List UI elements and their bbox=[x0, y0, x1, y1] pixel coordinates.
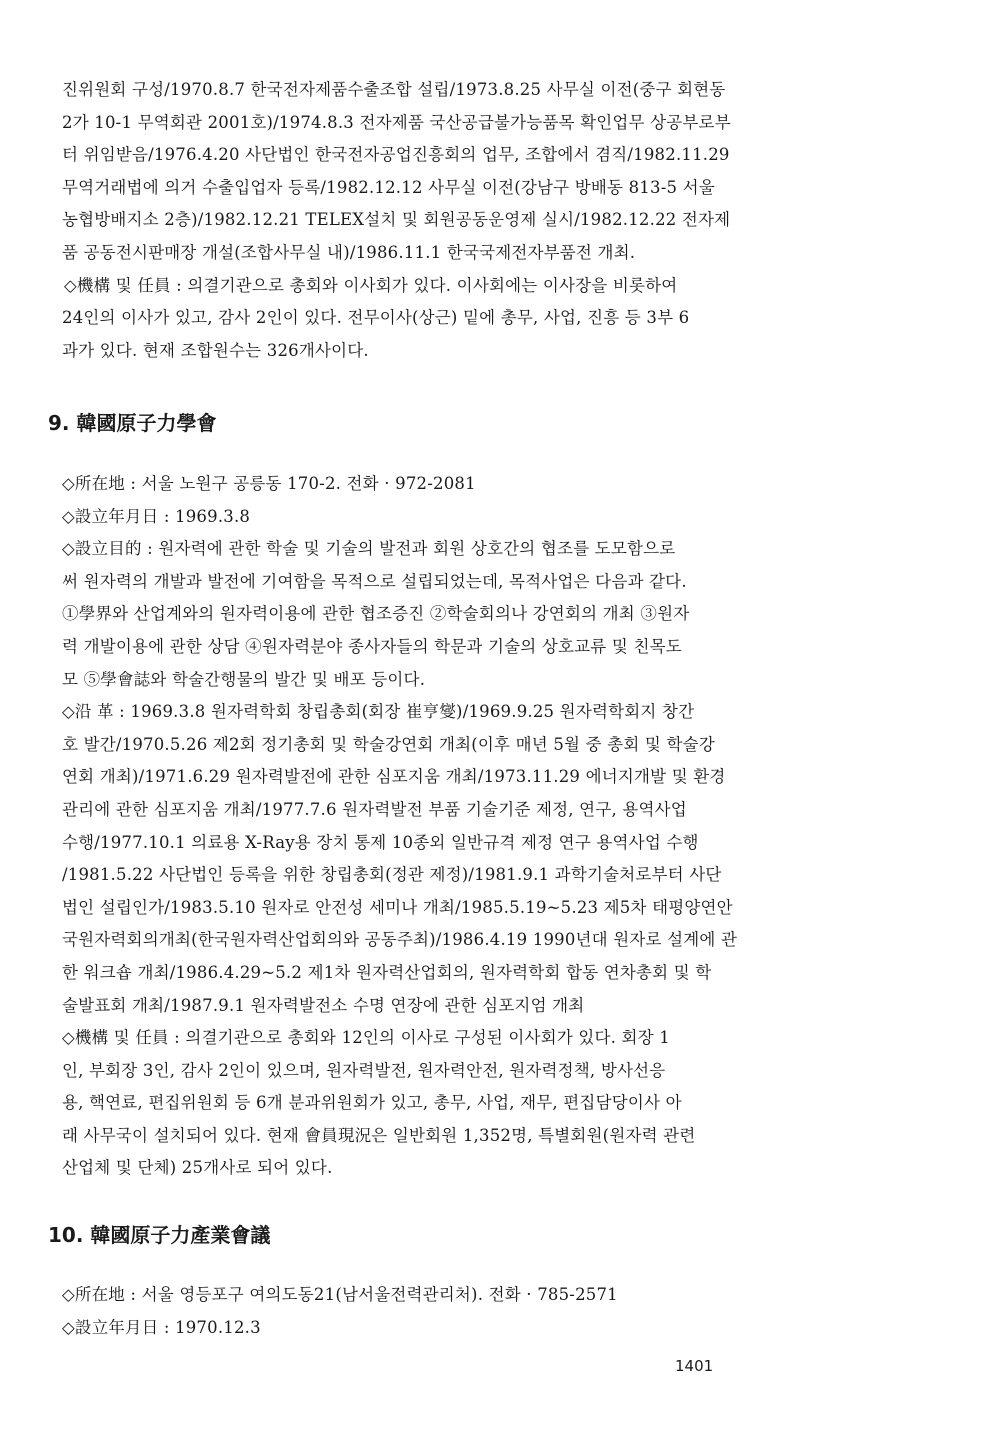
text-line: 2가 10-1 무역회관 2001호)/1974.8.3 전자제품 국산공급불가능품목 확인업무 상공부로부 bbox=[62, 112, 731, 132]
text-line: ①學界와 산업계와의 원자력이용에 관한 협조증진 ②학술회의나 강연회의 개최 ③원자 bbox=[62, 604, 690, 624]
text-line: 법인 설립인가/1983.5.10 원자로 안전성 세미나 개최/1985.5.19~5.23 제5차 태평양연안 bbox=[62, 897, 733, 917]
text-line: ◇設立目的 : 원자력에 관한 학술 및 기술의 발전과 회원 상호간의 협조를 도모함으로 bbox=[62, 539, 676, 559]
text-line: ◇設立年月日 : 1969.3.8 bbox=[62, 506, 251, 526]
text-line: ◇機構 및 任員 : 의결기관으로 총회와 이사회가 있다. 이사회에는 이사장을 비롯하여 bbox=[64, 275, 678, 295]
text-line: ◇機構 및 任員 : 의결기관으로 총회와 12인의 이사로 구성된 이사회가 있다. 회장 1 bbox=[62, 1028, 670, 1048]
text-line: 과가 있다. 현재 조합원수는 326개사이다. bbox=[62, 340, 369, 360]
text-line: 진위원회 구성/1970.8.7 한국전자제품수출조합 설립/1973.8.25 사무실 이전(중구 회현동 bbox=[62, 80, 726, 99]
text-line: 써 원자력의 개발과 발전에 기여함을 목적으로 설립되었는데, 목적사업은 다음과 같다. bbox=[62, 571, 687, 591]
section8-continuation bbox=[62, 74, 922, 367]
text-line: 력 개발이용에 관한 상담 ④원자력분야 종사자들의 학문과 기술의 상호교류 및 친목도 bbox=[62, 636, 682, 656]
section10-heading: 10. 韓國原子力產業會議 bbox=[48, 1223, 271, 1247]
text-line: /1981.5.22 사단법인 등록을 위한 창립총회(정관 제정)/1981.9.1 과학기술처로부터 사단 bbox=[62, 865, 722, 885]
text-line: ◇設立年月日 : 1970.12.3 bbox=[62, 1317, 261, 1337]
section9-body bbox=[62, 468, 922, 1185]
text-line: 터 위임받음/1976.4.20 사단법인 한국전자공업진흥회의 업무, 조합에서 겸직/1982.11.29 bbox=[62, 145, 730, 165]
page-number: 1401 bbox=[675, 1357, 714, 1375]
text-line: 래 사무국이 설치되어 있다. 현재 會員現況은 일반회원 1,352명, 특별회원(원자력 관련 bbox=[62, 1125, 696, 1145]
text-line: 품 공동전시판매장 개설(조합사무실 내)/1986.11.1 한국국제전자부품전 개최. bbox=[62, 242, 636, 262]
text-line: ◇沿 革 : 1969.3.8 원자력학회 창립총회(회장 崔亨燮)/1969.9.25 원자력학회지 창간 bbox=[62, 702, 695, 722]
text-line: 24인의 이사가 있고, 감사 2인이 있다. 전무이사(상근) 밑에 총무, 사업, 진흥 등 3부 6 bbox=[62, 308, 690, 328]
text-line: 관리에 관한 심포지움 개최/1977.7.6 원자력발전 부품 기술기준 제정, 연구, 용역사업 bbox=[62, 799, 687, 819]
section9-heading: 9. 韓國原子力學會 bbox=[48, 411, 217, 435]
text-line: 연회 개최)/1971.6.29 원자력발전에 관한 심포지움 개최/1973.11.29 에너지개발 및 환경 bbox=[62, 767, 726, 787]
text-line: 산업체 및 단체) 25개사로 되어 있다. bbox=[62, 1158, 333, 1178]
text-line: ◇所在地 : 서울 영등포구 여의도동21(남서울전력관리처). 전화 · 785-2571 bbox=[62, 1285, 618, 1304]
text-line: 술발표회 개최/1987.9.1 원자력발전소 수명 연장에 관한 심포지엄 개최 bbox=[62, 995, 585, 1015]
text-line: 호 발간/1970.5.26 제2회 정기총회 및 학술강연회 개최(이후 매년 5월 중 총회 및 학술강 bbox=[62, 734, 715, 754]
text-line: 수행/1977.10.1 의료용 X-Ray용 장치 통제 10종외 일반규격 제정 연구 용역사업 수행 bbox=[62, 832, 699, 852]
section10-body bbox=[62, 1279, 922, 1344]
text-line: ◇所在地 : 서울 노원구 공릉동 170-2. 전화 · 972-2081 bbox=[62, 474, 476, 493]
text-line: 용, 핵연료, 편집위원회 등 6개 분과위원회가 있고, 총무, 사업, 재무, 편집담당이사 아 bbox=[62, 1093, 682, 1113]
text-line: 한 워크숍 개최/1986.4.29~5.2 제1차 원자력산업회의, 원자력학회 합동 연차총회 및 학 bbox=[62, 962, 712, 982]
text-line: 모 ⑤學會誌와 학술간행물의 발간 및 배포 등이다. bbox=[62, 669, 426, 689]
text-line: 농협방배지소 2층)/1982.12.21 TELEX설치 및 회원공동운영제 실시/1982.12.22 전자제 bbox=[62, 210, 731, 230]
text-line: 무역거래법에 의거 수출입업자 등록/1982.12.12 사무실 이전(강남구 방배동 813-5 서울 bbox=[62, 177, 715, 197]
text-line: 인, 부회장 3인, 감사 2인이 있으며, 원자력발전, 원자력안전, 원자력정책, 방사선응 bbox=[62, 1060, 666, 1080]
text-line: 국원자력회의개최(한국원자력산업회의와 공동주최)/1986.4.19 1990년대 원자로 설계에 관 bbox=[62, 930, 738, 950]
